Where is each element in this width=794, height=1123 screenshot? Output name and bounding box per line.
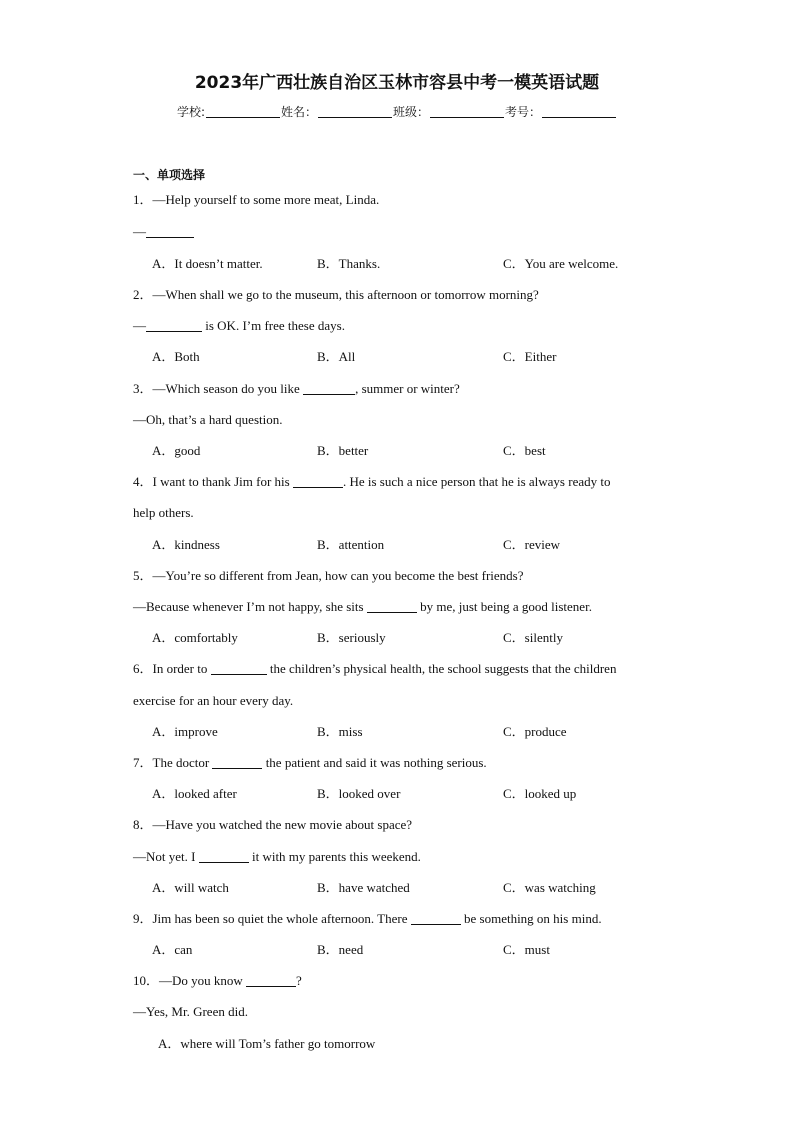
q4-stem [133, 474, 610, 490]
q9-option-b[interactable]: B．need [317, 942, 364, 957]
q7-stem [133, 755, 487, 771]
q9-blank[interactable] [411, 912, 461, 925]
q5-option-c[interactable]: C．silently [503, 630, 563, 645]
q5-option-b[interactable]: B．seriously [317, 630, 386, 645]
q3-option-a[interactable]: A．good [152, 443, 201, 458]
q2-option-b[interactable]: B．All [317, 349, 356, 364]
q3-reply: —Oh, that’s a hard question. [133, 412, 283, 427]
q6-stem [133, 661, 616, 677]
q1-stem: 1．—Help yourself to some more meat, Linda. [133, 192, 380, 207]
q7-blank[interactable] [212, 756, 262, 769]
q6-stem-end: the children’s physical health, the school suggests that the children [266, 661, 617, 676]
q3-option-c[interactable]: C．best [503, 443, 546, 458]
q2-option-c[interactable]: C．Either [503, 349, 557, 364]
q9-option-c[interactable]: C．must [503, 942, 550, 957]
q9-stem-end: be something on his mind. [460, 911, 602, 926]
q2-option-a[interactable]: A．Both [152, 349, 200, 364]
q4-option-a[interactable]: A．kindness [152, 537, 220, 552]
q1-blank[interactable] [146, 225, 194, 238]
q10-reply: —Yes, Mr. Green did. [133, 1004, 248, 1019]
q6-stem-start: 6．In order to [133, 661, 211, 676]
q8-reply-start: —Not yet. I [133, 849, 199, 864]
q5-option-a[interactable]: A．comfortably [152, 630, 238, 645]
q2-blank[interactable] [146, 319, 202, 332]
q1-option-b[interactable]: B．Thanks. [317, 256, 381, 271]
q10-stem-start: 10．—Do you know [133, 973, 247, 988]
q3-stem-end: , summer or winter? [355, 381, 460, 396]
q6-option-b[interactable]: B．miss [317, 724, 363, 739]
q4-stem-cont: help others. [133, 505, 194, 520]
q1-option-a[interactable]: A．It doesn’t matter. [152, 256, 263, 271]
student-info-line [0, 103, 794, 120]
number-blank[interactable] [542, 105, 616, 118]
page-title: 2023年广西壮族自治区玉林市容县中考一模英语试题 [194, 73, 600, 93]
q8-reply [133, 849, 421, 865]
q8-option-b[interactable]: B．have watched [317, 880, 410, 895]
name-blank[interactable] [318, 105, 392, 118]
school-label: 学校: [176, 105, 205, 119]
q7-stem-start: 7．The doctor [133, 755, 213, 770]
q8-blank[interactable] [199, 850, 249, 863]
q9-stem-start: 9．Jim has been so quiet the whole afternoon. There [133, 911, 411, 926]
q4-stem-end: . He is such a nice person that he is always ready to [342, 474, 611, 489]
q9-option-a[interactable]: A．can [152, 942, 193, 957]
q2-stem: 2．—When shall we go to the museum, this afternoon or tomorrow morning? [133, 287, 539, 302]
q7-option-a[interactable]: A．looked after [152, 786, 237, 801]
q10-blank[interactable] [246, 974, 296, 987]
q1-dash: — [133, 224, 146, 239]
q3-blank[interactable] [303, 382, 355, 395]
class-label: 班级： [393, 105, 430, 119]
q1-option-c[interactable]: C．You are welcome. [503, 256, 619, 271]
q3-option-b[interactable]: B．better [317, 443, 369, 458]
section-title: 一、单项选择 [133, 168, 206, 182]
class-blank[interactable] [430, 105, 504, 118]
q10-stem [133, 973, 302, 989]
q4-stem-start: 4．I want to thank Jim for his [133, 474, 293, 489]
q6-stem-cont: exercise for an hour every day. [133, 693, 294, 708]
q5-blank[interactable] [367, 600, 417, 613]
q10-option-a[interactable]: A．where will Tom’s father go tomorrow [158, 1036, 376, 1051]
q9-stem [133, 911, 602, 927]
q8-option-c[interactable]: C．was watching [503, 880, 596, 895]
q8-reply-end: it with my parents this weekend. [248, 849, 421, 864]
q7-stem-end: the patient and said it was nothing serious. [262, 755, 487, 770]
q1-answer-line [133, 224, 194, 240]
q5-stem: 5．—You’re so different from Jean, how can you become the best friends? [133, 568, 524, 583]
q8-option-a[interactable]: A．will watch [152, 880, 229, 895]
name-label: 姓名： [281, 105, 318, 119]
q6-blank[interactable] [211, 662, 267, 675]
q5-reply [133, 599, 592, 615]
q7-option-b[interactable]: B．looked over [317, 786, 401, 801]
q5-reply-start: —Because whenever I’m not happy, she sits [133, 599, 367, 614]
q4-blank[interactable] [293, 475, 343, 488]
q6-option-a[interactable]: A．improve [152, 724, 218, 739]
school-blank[interactable] [206, 105, 280, 118]
q2-answer-text: is OK. I’m free these days. [202, 318, 345, 333]
q3-stem-start: 3．—Which season do you like [133, 381, 304, 396]
q6-option-c[interactable]: C．produce [503, 724, 567, 739]
q8-stem: 8．—Have you watched the new movie about space? [133, 817, 413, 832]
q4-option-b[interactable]: B．attention [317, 537, 385, 552]
q5-reply-end: by me, just being a good listener. [416, 599, 592, 614]
q10-stem-end: ? [296, 973, 302, 988]
number-label: 考号： [505, 105, 542, 119]
q4-option-c[interactable]: C．review [503, 537, 561, 552]
q7-option-c[interactable]: C．looked up [503, 786, 577, 801]
q2-answer-line: — is OK. I’m free these days. [133, 318, 345, 333]
q3-stem [133, 381, 460, 397]
